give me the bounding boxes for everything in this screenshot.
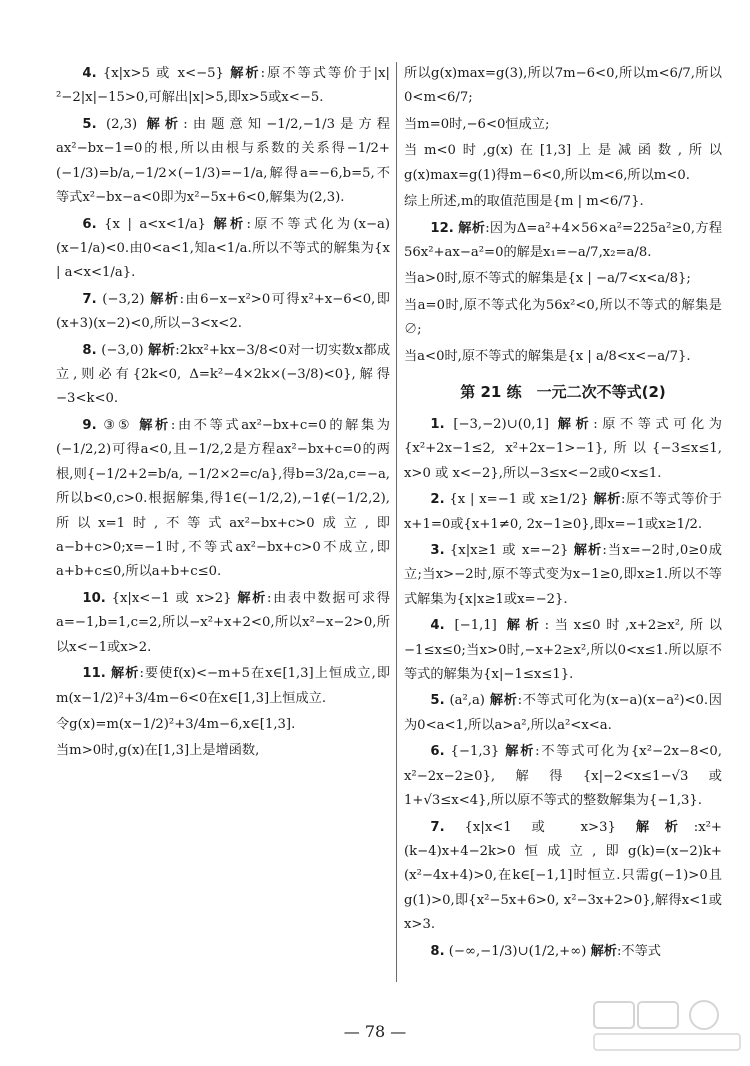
analysis-label: 解析 xyxy=(573,542,603,558)
analysis-label: 解析 xyxy=(230,66,261,81)
item-answer: {x | x=−1 或 x≥1/2} xyxy=(449,492,589,508)
item-text: :原不等式化为(x−a)(x−1/a)<0.由0<a<1,知a<1/a.所以不等式的解集为{x | a<x<1/a}. xyxy=(56,216,391,281)
answer-continuation xyxy=(404,139,722,188)
item-number: 8. xyxy=(430,943,445,959)
answer-item xyxy=(404,940,722,964)
answer-item xyxy=(404,740,722,813)
item-text: :当x≤0时,x+2≥x²,所以−1≤x≤0;当x>0时,−x+2≥x²,所以0<x≤1.所以原不等式的解集为{x|−1≤x≤1}. xyxy=(404,618,722,683)
item-text: :要使f(x)<−m+5在x∈[1,3]上恒成立,即m(x−1/2)²+3/4m−6<0在x∈[1,3]上恒成立. xyxy=(56,666,391,706)
analysis-label: 解析 xyxy=(213,216,247,232)
item-answer: (a²,a) xyxy=(449,693,485,709)
answer-continuation xyxy=(404,267,722,291)
answer-continuation xyxy=(404,294,722,343)
analysis-label: 解析 xyxy=(593,492,622,508)
analysis-label: 解析 xyxy=(139,417,171,433)
item-text: :由6−x−x²>0可得x²+x−6<0,即(x+3)(x−2)<0,所以−3<x<2. xyxy=(56,291,390,332)
watermark-logo-icon xyxy=(592,998,742,1054)
analysis-label: 解析 xyxy=(146,116,184,132)
item-number: 12. xyxy=(430,220,454,236)
item-text: :x²+(k−4)x+4−2k>0恒成立,即g(k)=(x−2)k+(x²−4x+4)>0,在k∈[−1,1]时恒立.只需g(−1)>0且g(1)>0,即{x²−5x+6>0, x²−3x+2>0},解得x<1或x>3. xyxy=(404,819,722,933)
item-answer: (−3,2) xyxy=(102,291,145,307)
analysis-label: 解析 xyxy=(111,666,140,682)
answer-item xyxy=(404,217,722,266)
answer-continuation xyxy=(404,345,722,369)
item-text: 令g(x)=m(x−1/2)²+3/4m−6,x∈[1,3]. xyxy=(56,716,296,732)
item-text: :由表中数据可求得a=−1,b=1,c=2,所以−x²+x+2<0,所以x²−x−2>0,所以x<−1或x>2. xyxy=(56,590,390,655)
item-number: 3. xyxy=(430,542,445,558)
answer-item xyxy=(404,614,722,687)
item-number: 7. xyxy=(82,291,97,307)
item-answer: [−1,1] xyxy=(454,618,497,634)
item-text: 当a>0时,原不等式的解集是{x | −a/7<x<a/8}; xyxy=(404,271,691,287)
answer-item xyxy=(404,689,722,738)
right-top-section xyxy=(404,62,722,369)
item-text: :不等式可化为(x−a)(x−a²)<0.因为0<a<1,所以a>a²,所以a²<x<a. xyxy=(404,693,722,733)
analysis-label: 解析 xyxy=(590,943,617,959)
item-answer: {x | a<x<1/a} xyxy=(104,216,206,232)
item-answer: [−3,−2)∪(0,1] xyxy=(453,416,550,432)
item-answer: {−1,3} xyxy=(450,744,500,760)
item-answer: (2,3) xyxy=(105,116,138,132)
item-text: :由不等式ax²−bx+c=0的解集为(−1/2,2)可得a<0,且−1/2,2是方程ax²−bx+c=0的两根,则{−1/2+2=b/a, −1/2×2=c/a},得b=3/2a,c=−a,所以b<0,c>0.根据解集,得1∈(−1/2,2),−1∉(−1/2,2),所以x=1时,不等式ax²−bx+c>0成立,即a−b+c>0;x=−1时,不等式ax²−bx+c>0不成立,即a+b+c≤0,所以a+b+c≤0. xyxy=(56,417,390,580)
section-title: 第 21 练 一元二次不等式(2) xyxy=(460,383,666,402)
answer-item xyxy=(404,816,722,938)
item-text: 综上所述,m的取值范围是{m | m<6/7}. xyxy=(404,194,644,210)
answer-continuation xyxy=(404,190,722,214)
analysis-label: 解析 xyxy=(557,416,594,432)
answer-item xyxy=(56,113,390,211)
item-answer: {x|x<−1 或 x>2} xyxy=(111,590,232,606)
analysis-label: 解析 xyxy=(458,220,486,236)
item-number: 4. xyxy=(82,66,97,81)
analysis-label: 解析 xyxy=(148,342,176,358)
answer-item xyxy=(56,662,390,711)
item-text: :原不等式等价于x+1=0或{x+1≠0, 2x−1≥0},即x=−1或x≥1/2. xyxy=(404,492,722,532)
item-text: :原不等式可化为{x²+2x−1≤2, x²+2x−1>−1},所以{−3≤x≤1, x>0 或 x<−2},所以−3≤x<−2或0<x≤1. xyxy=(404,416,722,481)
answer-continuation xyxy=(404,113,722,137)
answer-continuation xyxy=(56,713,390,737)
answer-item xyxy=(56,414,390,585)
analysis-label: 解析 xyxy=(505,744,536,760)
analysis-label: 解析 xyxy=(150,291,180,307)
item-number: 8. xyxy=(82,342,97,358)
item-text: :不等式 xyxy=(616,943,661,959)
item-number: 7. xyxy=(430,819,445,835)
item-number: 4. xyxy=(430,618,445,634)
item-text: :由题意知−1/2,−1/3是方程ax²−bx−1=0的根,所以由根与系数的关系得−1/2+(−1/3)=b/a,−1/2×(−1/3)=−1/a,解得a=−6,b=5,不等式x²−bx−a<0即为x²−5x+6<0,解集为(2,3). xyxy=(56,116,390,206)
item-answer: {x|x>5 或 x<−5} xyxy=(102,66,224,81)
right-column xyxy=(404,62,722,966)
item-number: 11. xyxy=(82,666,106,682)
answer-item xyxy=(56,213,390,286)
analysis-label: 解析 xyxy=(635,819,694,835)
column-divider xyxy=(396,62,397,982)
item-number: 5. xyxy=(82,116,97,132)
item-number: 6. xyxy=(82,216,97,232)
item-number: 2. xyxy=(430,492,445,508)
page-number: — 78 — xyxy=(343,1022,407,1041)
item-text: :因为Δ=a²+4×56×a²=225a²≥0,方程56x²+ax−a²=0的解是x₁=−a/7,x₂=a/8. xyxy=(404,220,723,260)
item-text: 当m<0时,g(x)在[1,3]上是减函数,所以g(x)max=g(1)得m−6<0,所以m<6,所以m<0. xyxy=(404,143,722,183)
answer-item xyxy=(56,288,390,337)
answer-item xyxy=(404,488,722,537)
right-bottom-section xyxy=(404,413,722,964)
answer-item xyxy=(56,587,390,660)
item-number: 5. xyxy=(430,693,445,709)
answer-item xyxy=(404,539,722,612)
item-number: 10. xyxy=(82,590,106,606)
answer-continuation xyxy=(56,739,390,763)
item-text: :当x=−2时,0≥0成立;当x>−2时,原不等式变为x−1≥0,即x≥1.所以不等式解集为{x|x≥1或x=−2}. xyxy=(404,542,722,607)
item-text: :原不等式等价于|x|²−2|x|−15>0,可解出|x|>5,即x>5或x<−5. xyxy=(56,66,390,106)
analysis-label: 解析 xyxy=(489,693,518,709)
answer-item xyxy=(56,339,390,412)
item-text: 当a=0时,原不等式化为56x²<0,所以不等式的解集是∅; xyxy=(404,297,722,338)
answer-item xyxy=(404,413,722,486)
item-number: 9. xyxy=(82,417,97,433)
answer-continuation xyxy=(404,62,722,111)
analysis-label: 解析 xyxy=(237,590,267,606)
analysis-label: 解析 xyxy=(506,618,545,634)
item-number: 6. xyxy=(430,744,445,760)
item-text: 当m>0时,g(x)在[1,3]上是增函数, xyxy=(56,743,260,759)
item-answer: {x|x≥1 或 x=−2} xyxy=(449,542,569,558)
item-answer: (−∞,−1/3)∪(1/2,+∞) xyxy=(448,943,587,959)
left-column xyxy=(56,62,390,766)
item-text: 所以g(x)max=g(3),所以7m−6<0,所以m<6/7,所以0<m<6/7; xyxy=(404,66,722,106)
item-number: 1. xyxy=(430,416,445,432)
item-text: :2kx²+kx−3/8<0对一切实数x都成立,则必有{2k<0, Δ=k²−4×2k×(−3/8)<0},解得−3<k<0. xyxy=(56,342,391,407)
item-text: 当m=0时,−6<0恒成立; xyxy=(404,116,550,132)
answer-item xyxy=(56,62,390,111)
item-text: :不等式可化为{x²−2x−8<0, x²−2x−2≥0},解得{x|−2<x≤1−√3或1+√3≤x<4},所以原不等式的整数解集为{−1,3}. xyxy=(404,744,722,809)
item-answer: ③⑤ xyxy=(103,417,133,433)
item-text: 当a<0时,原不等式的解集是{x | a/8<x<−a/7}. xyxy=(404,348,691,364)
item-answer: (−3,0) xyxy=(101,342,144,358)
item-answer: {x|x<1 或 x>3} xyxy=(464,819,616,835)
